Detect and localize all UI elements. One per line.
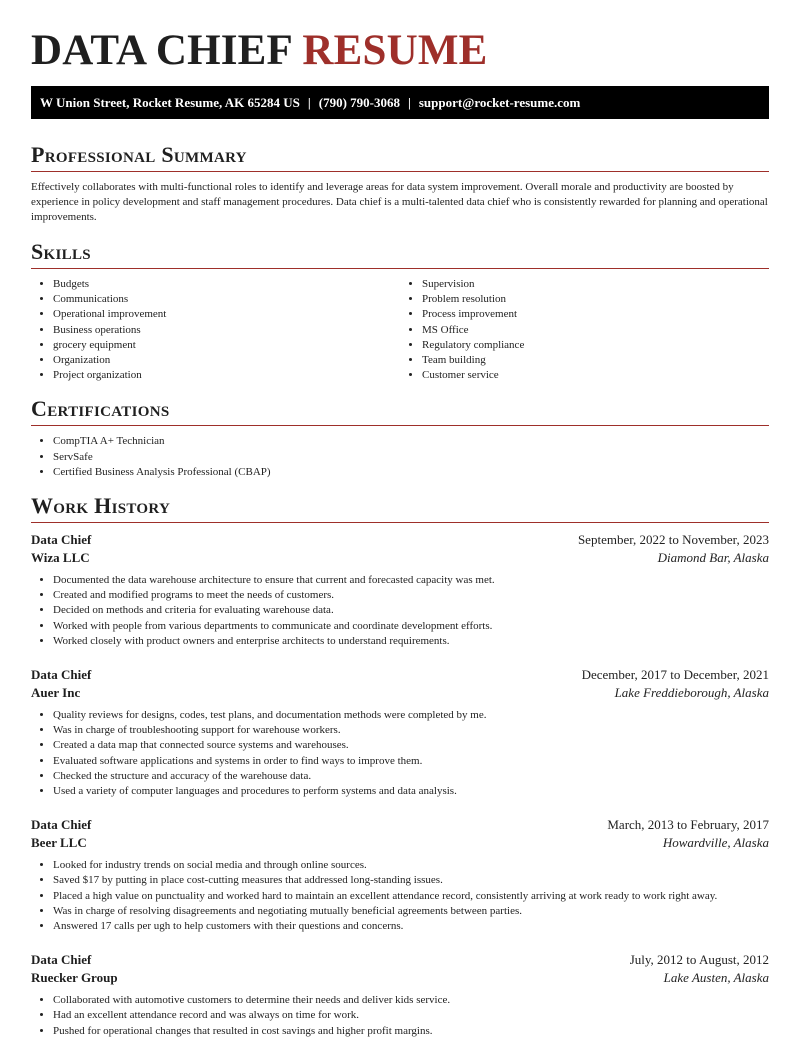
job-company: Auer Inc [31,685,81,701]
job-company-row [31,969,769,987]
job-title-row [31,951,769,969]
job-company: Ruecker Group [31,970,118,986]
certifications-heading: Certifications [31,396,769,426]
job-bullet: • Pushed for operational changes that resulted in cost savings and higher profit margins. [53,1024,769,1039]
job-company-row [31,549,769,567]
skill-item: • Project organization [53,368,400,383]
job-dates: December, 2017 to December, 2021 [581,667,769,683]
job-entry [31,816,769,934]
work-history-heading: Work History [31,493,769,523]
job-title: Data Chief [31,817,92,833]
resume-title [31,0,769,74]
job-title: Data Chief [31,952,92,968]
skills-list-left [31,277,400,383]
job-company: Wiza LLC [31,550,90,566]
job-bullets [31,858,769,934]
skill-item: • Organization [53,353,400,368]
skills-list-right [400,277,769,383]
skill-item: • Problem resolution [422,292,769,307]
certification-item: • Certified Business Analysis Professional (CBAP) [53,465,769,480]
job-title-row [31,666,769,684]
job-bullet: • Had an excellent attendance record and was always on time for work. [53,1008,769,1023]
job-bullet: • Placed a high value on punctuality and worked hard to maintain an excellent attendance record, consistently arriving at work ready to work right away. [53,889,769,904]
summary-heading: Professional Summary [31,142,769,172]
job-dates: March, 2013 to February, 2017 [607,817,769,833]
job-company-row [31,834,769,852]
job-bullet: • Answered 17 calls per ugh to help customers with their questions and concerns. [53,919,769,934]
skill-item: • MS Office [422,323,769,338]
contact-separator: | [307,94,311,110]
job-bullets [31,993,769,1039]
job-bullet: • Was in charge of resolving disagreements and negotiating mutually beneficial agreements between parties. [53,904,769,919]
title-accent: RESUME [302,27,488,74]
skill-item: • Budgets [53,277,400,292]
certifications-list [31,434,769,480]
work-history-section [31,493,769,1039]
job-bullet: • Worked closely with product owners and enterprise architects to understand requirements. [53,634,769,649]
title-main: DATA CHIEF [31,27,292,74]
job-bullet: • Used a variety of computer languages and procedures to perform systems and data analysis. [53,784,769,799]
summary-section [31,142,769,225]
certifications-section [31,396,769,480]
job-dates: September, 2022 to November, 2023 [577,532,769,548]
job-bullet: • Saved $17 by putting in place cost-cutting measures that addressed long-standing issues. [53,873,769,888]
certification-item: • CompTIA A+ Technician [53,434,769,449]
contact-email: support@rocket-resume.com [418,94,581,110]
job-title-row [31,816,769,834]
job-bullets [31,708,769,799]
job-entry [31,666,769,799]
contact-separator: | [408,94,411,110]
job-entry [31,531,769,649]
job-dates: July, 2012 to August, 2012 [629,952,769,968]
skills-heading: Skills [31,239,769,269]
skill-item: • Business operations [53,323,400,338]
skill-item: • Supervision [422,277,769,292]
skill-item: • Operational improvement [53,307,400,322]
job-bullet: • Collaborated with automotive customers to determine their needs and deliver kids service. [53,993,769,1008]
skill-item: • Regulatory compliance [422,338,769,353]
contact-address: W Union Street, Rocket Resume, AK 65284 US [40,94,300,110]
job-bullets [31,573,769,649]
job-title: Data Chief [31,667,92,683]
job-title: Data Chief [31,532,92,548]
job-company-row [31,684,769,702]
job-bullet: • Created a data map that connected source systems and warehouses. [53,738,769,753]
contact-bar [31,86,769,119]
skill-item: • Customer service [422,368,769,383]
job-location: Lake Freddieborough, Alaska [614,685,769,701]
job-bullet: • Created and modified programs to meet the needs of customers. [53,588,769,603]
job-location: Lake Austen, Alaska [663,970,769,986]
job-bullet: • Checked the structure and accuracy of the warehouse data. [53,769,769,784]
job-company: Beer LLC [31,835,87,851]
job-location: Diamond Bar, Alaska [657,550,769,566]
skill-item: • Process improvement [422,307,769,322]
job-bullet: • Decided on methods and criteria for evaluating warehouse data. [53,603,769,618]
certification-item: • ServSafe [53,450,769,465]
job-bullet: • Worked with people from various departments to communicate and coordinate development efforts. [53,619,769,634]
job-bullet: • Quality reviews for designs, codes, test plans, and documentation methods were completed by me. [53,708,769,723]
job-entry [31,951,769,1039]
contact-phone: (790) 790-3068 [318,94,400,110]
job-bullet: • Was in charge of troubleshooting support for warehouse workers. [53,723,769,738]
skills-columns [31,277,769,383]
job-bullet: • Evaluated software applications and systems in order to find ways to improve them. [53,754,769,769]
job-bullet: • Documented the data warehouse architecture to ensure that current and forecasted capacity was met. [53,573,769,588]
job-location: Howardville, Alaska [662,835,769,851]
skill-item: • grocery equipment [53,338,400,353]
summary-text: Effectively collaborates with multi-functional roles to identify and leverage areas for data system improvement. Overall morale and productivity are boosted by experience in policy development and staff management procedures. Data chief is a multi-talented data chief who is consistently rewarded for planning and operational improvements. [31,181,768,223]
skill-item: • Communications [53,292,400,307]
job-title-row [31,531,769,549]
job-bullet: • Looked for industry trends on social media and through online sources. [53,858,769,873]
skills-section [31,239,769,383]
skill-item: • Team building [422,353,769,368]
